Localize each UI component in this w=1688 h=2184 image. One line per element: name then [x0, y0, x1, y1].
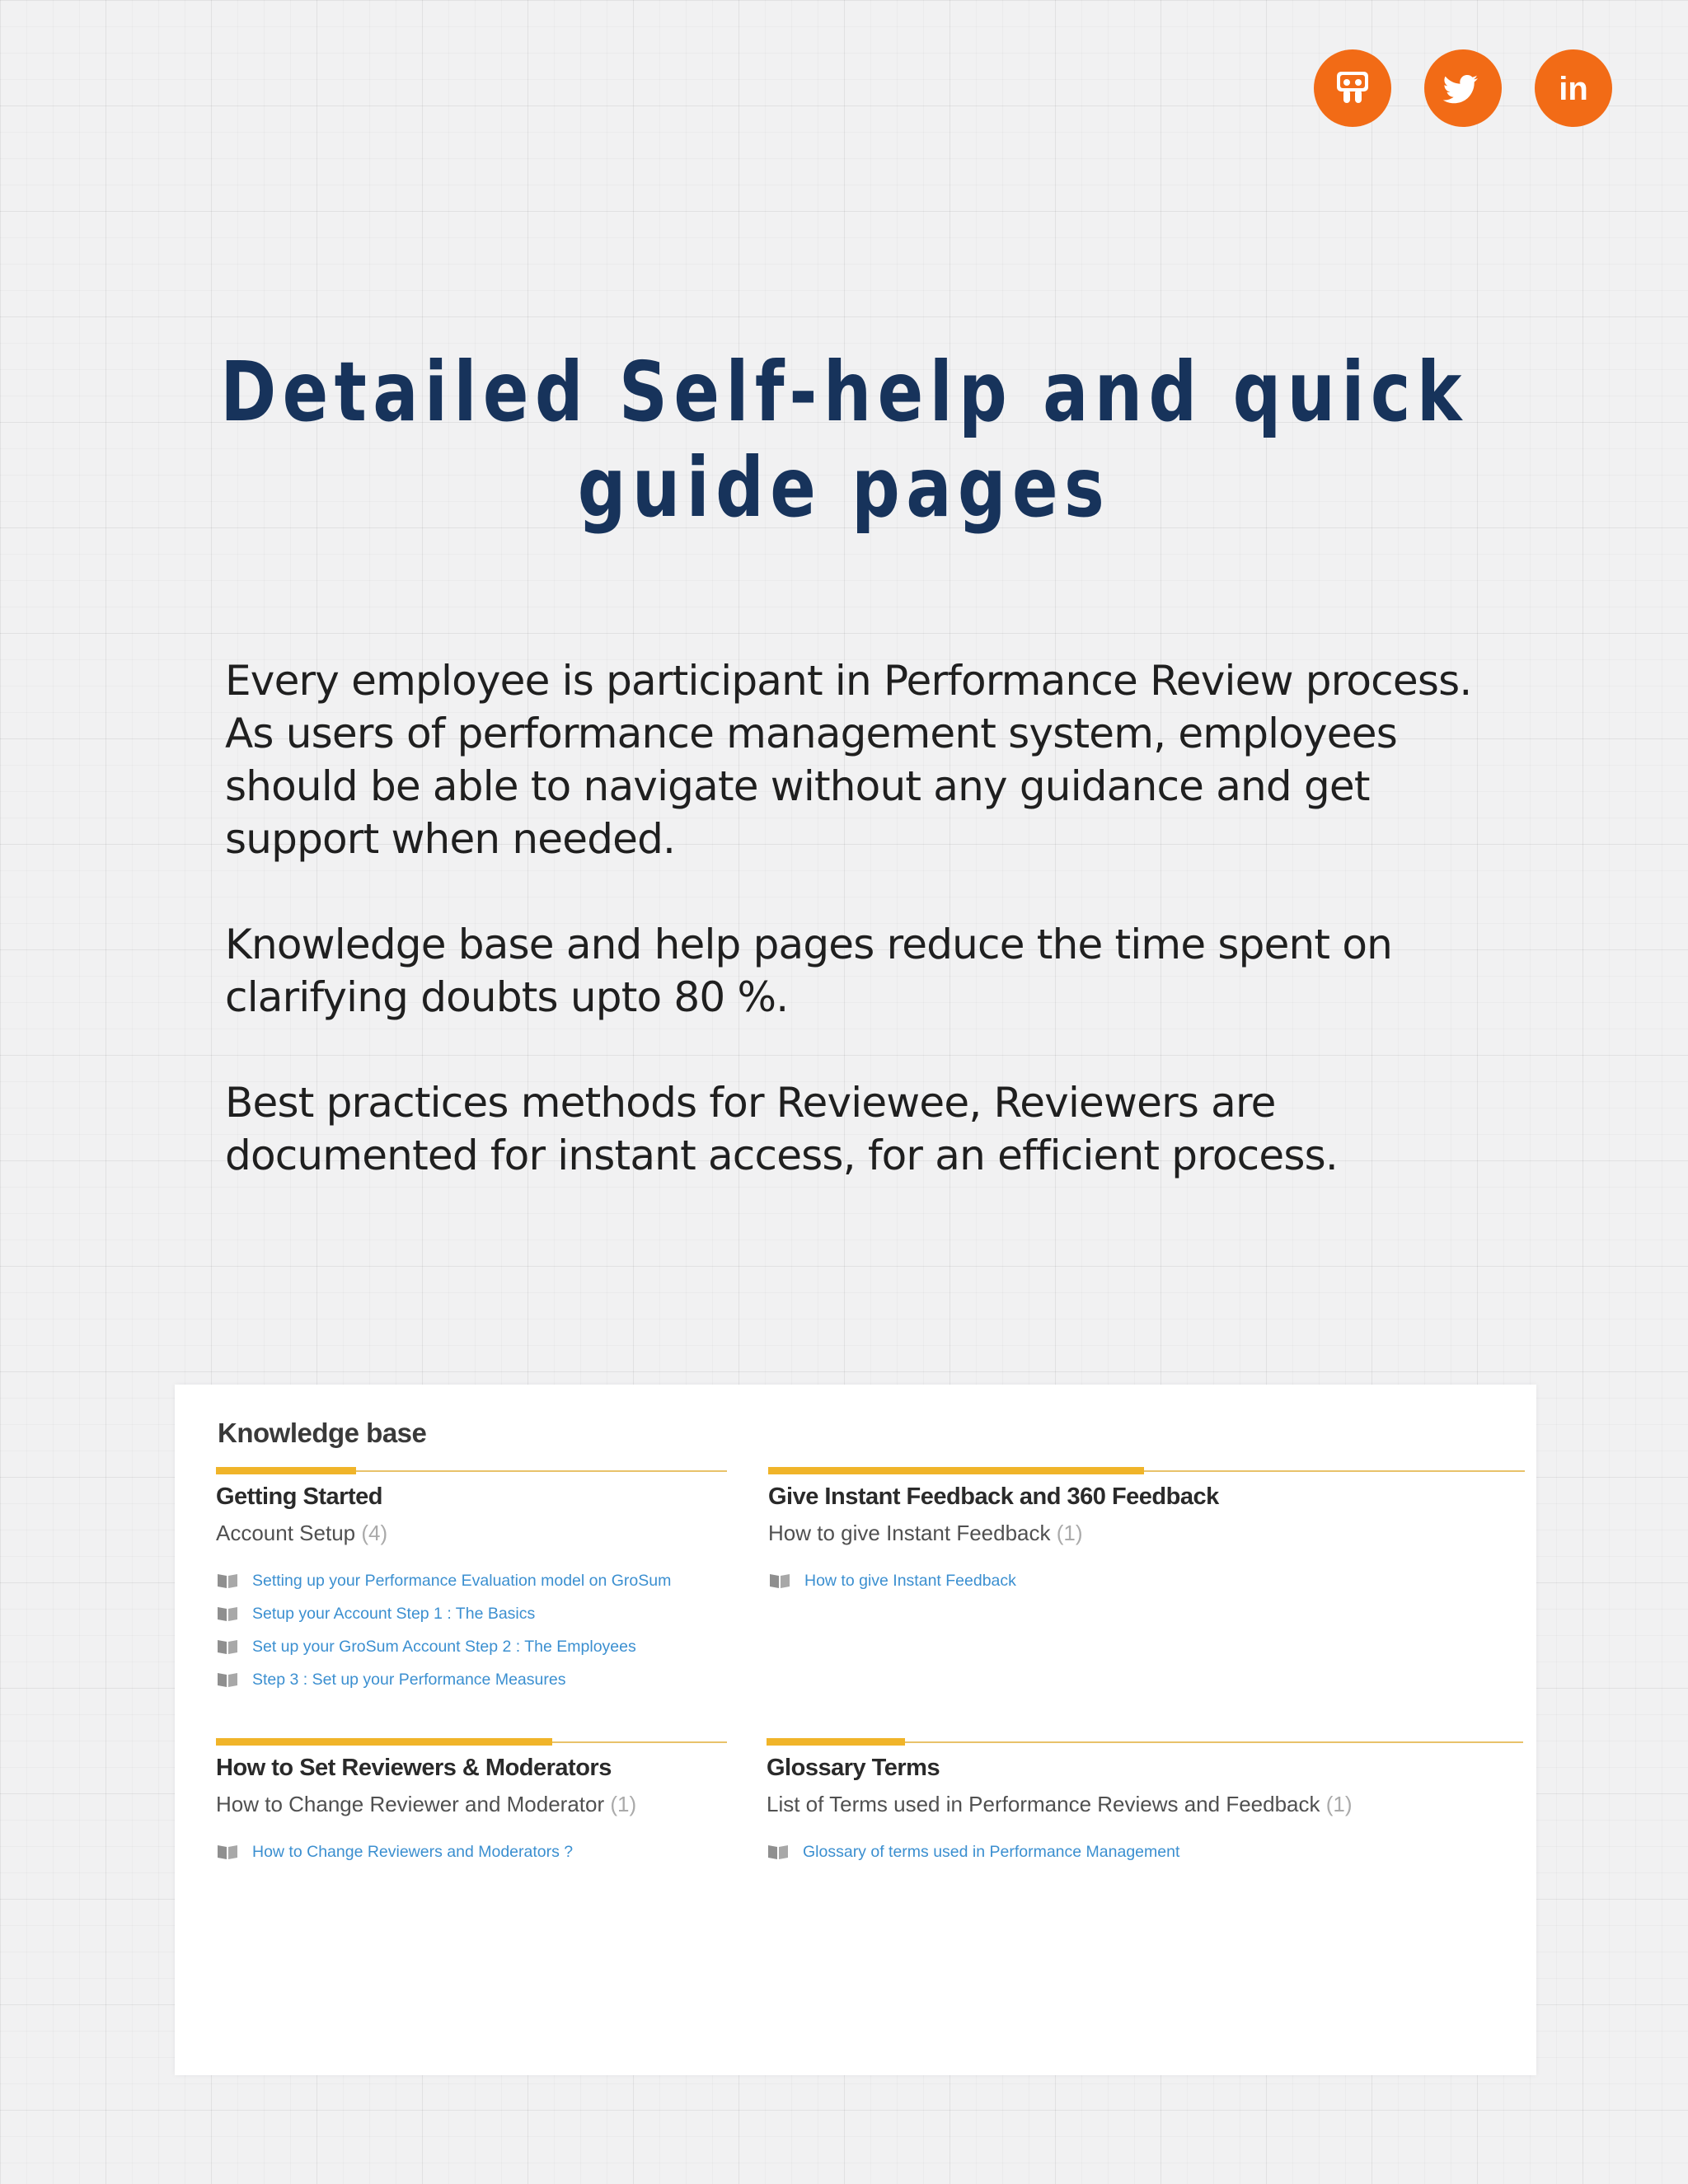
subtitle-text: List of Terms used in Performance Reviews and Feedback — [767, 1792, 1320, 1816]
book-icon — [216, 1605, 239, 1623]
article-link[interactable]: Step 3 : Set up your Performance Measures — [252, 1670, 566, 1689]
kb-section-instant-feedback — [768, 1470, 1525, 1597]
linkedin-label: in — [1559, 71, 1588, 107]
intro-paragraph-1: Every employee is participant in Performance Review process. As users of performance management system, employees should be able to navigate without any guidance and get support when needed. — [225, 657, 1472, 863]
section-subtitle[interactable] — [216, 1792, 727, 1817]
list-item — [216, 1630, 727, 1663]
list-item — [216, 1597, 727, 1630]
article-link[interactable]: How to give Instant Feedback — [804, 1571, 1016, 1590]
book-icon — [216, 1638, 239, 1656]
slideshare-button[interactable] — [1314, 49, 1391, 127]
article-list — [216, 1835, 727, 1868]
section-title: Give Instant Feedback and 360 Feedback — [768, 1483, 1219, 1510]
list-item — [216, 1663, 727, 1696]
twitter-bird-icon — [1440, 65, 1486, 111]
article-count: (1) — [1325, 1792, 1353, 1816]
article-list — [768, 1564, 1525, 1597]
book-icon — [767, 1843, 790, 1861]
slideshare-icon — [1329, 65, 1376, 111]
article-link[interactable]: Set up your GroSum Account Step 2 : The Employees — [252, 1637, 636, 1656]
knowledge-base-panel — [175, 1385, 1536, 2075]
book-icon — [216, 1572, 239, 1590]
section-divider — [767, 1741, 1523, 1743]
book-icon — [768, 1572, 791, 1590]
subtitle-text: How to Change Reviewer and Moderator — [216, 1792, 605, 1816]
page-title-line-2: guide pages — [577, 439, 1111, 536]
article-count: (4) — [361, 1521, 388, 1545]
twitter-button[interactable] — [1424, 49, 1502, 127]
social-links — [1314, 49, 1612, 127]
article-link[interactable]: Setup your Account Step 1 : The Basics — [252, 1604, 536, 1623]
kb-section-glossary — [767, 1741, 1523, 1868]
article-link[interactable]: Glossary of terms used in Performance Management — [803, 1842, 1180, 1861]
section-divider — [216, 1470, 727, 1472]
article-count: (1) — [1056, 1521, 1083, 1545]
section-divider — [768, 1470, 1525, 1472]
section-title: Glossary Terms — [767, 1755, 940, 1781]
book-icon — [216, 1843, 239, 1861]
section-subtitle[interactable] — [216, 1521, 727, 1546]
intro-paragraph-3: Best practices methods for Reviewee, Reviewers are documented for instant access, for an efficient process. — [225, 1079, 1338, 1179]
list-item — [767, 1835, 1523, 1868]
knowledge-base-title: Knowledge base — [218, 1418, 427, 1448]
section-subtitle[interactable] — [768, 1521, 1525, 1546]
list-item — [216, 1564, 727, 1597]
book-icon — [216, 1671, 239, 1689]
section-subtitle[interactable] — [767, 1792, 1523, 1817]
subtitle-text: Account Setup — [216, 1521, 356, 1545]
kb-section-getting-started — [216, 1470, 727, 1696]
page-title-line-1: Detailed Self-help and quick — [220, 344, 1468, 440]
section-title: Getting Started — [216, 1483, 382, 1510]
page-title — [152, 344, 1536, 536]
article-link[interactable]: Setting up your Performance Evaluation model on GroSum — [252, 1571, 672, 1590]
intro-text — [225, 654, 1527, 1235]
linkedin-icon — [1550, 65, 1597, 111]
article-link[interactable]: How to Change Reviewers and Moderators ? — [252, 1842, 574, 1861]
intro-paragraph-2: Knowledge base and help pages reduce the time spent on clarifying doubts upto 80 %. — [225, 921, 1393, 1021]
article-list — [216, 1564, 727, 1696]
section-title: How to Set Reviewers & Moderators — [216, 1755, 612, 1781]
article-count: (1) — [610, 1792, 637, 1816]
list-item — [216, 1835, 727, 1868]
article-list — [767, 1835, 1523, 1868]
section-divider — [216, 1741, 727, 1743]
list-item — [768, 1564, 1525, 1597]
linkedin-button[interactable] — [1535, 49, 1612, 127]
kb-section-reviewers-moderators — [216, 1741, 727, 1868]
subtitle-text: How to give Instant Feedback — [768, 1521, 1051, 1545]
